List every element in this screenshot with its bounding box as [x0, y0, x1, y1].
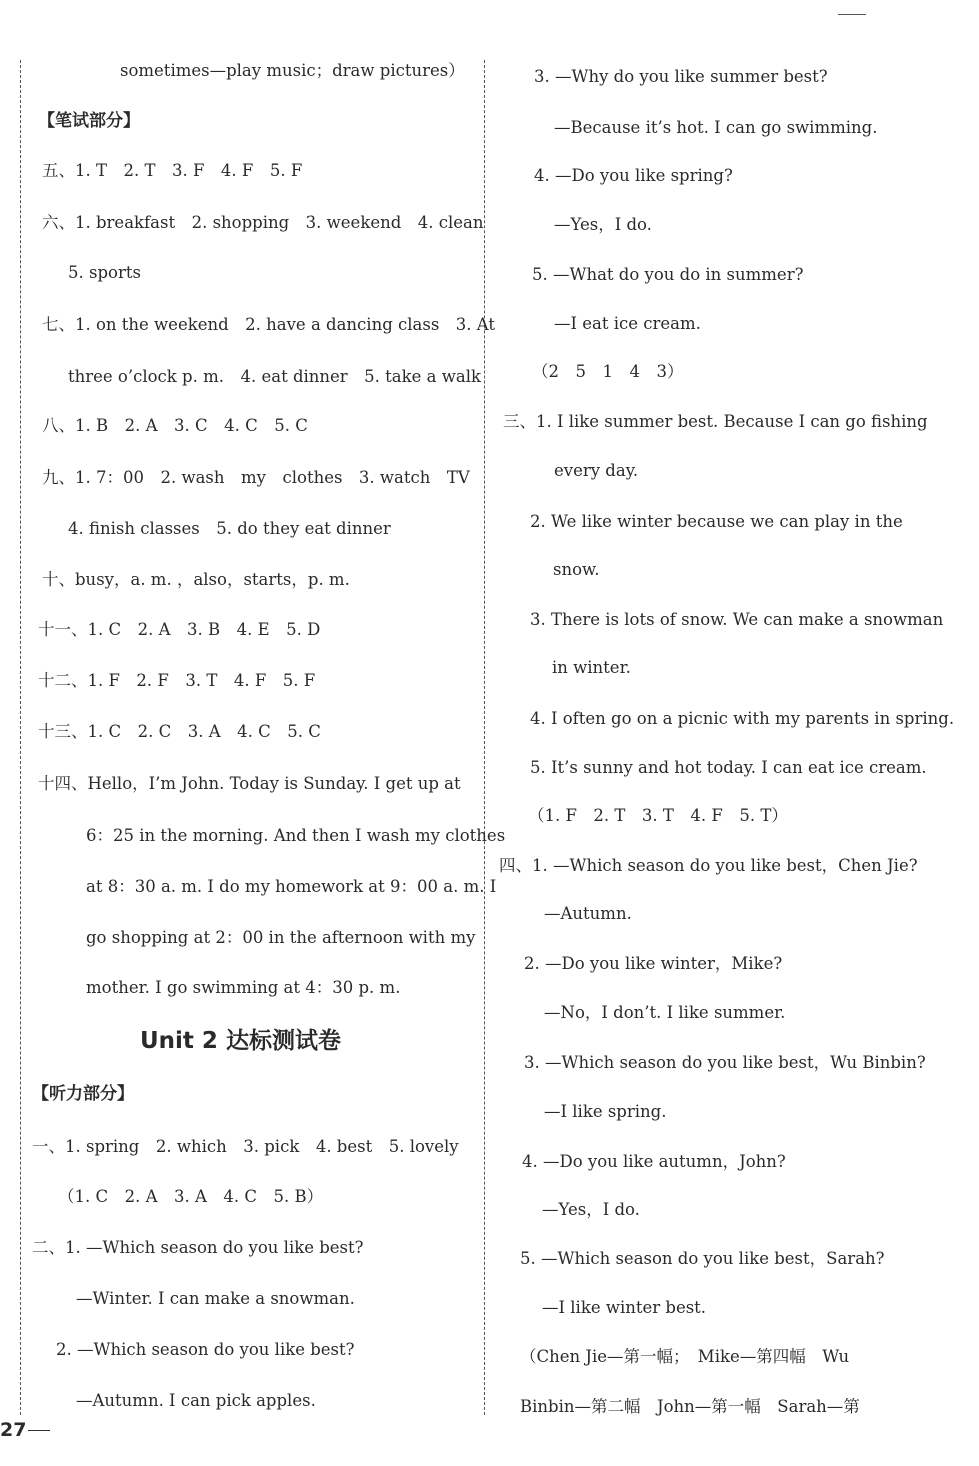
text-line: （Chen Jie—第一幅； Mike—第四幅 Wu	[520, 1347, 850, 1366]
text-line: —I eat ice cream.	[554, 314, 701, 333]
text-line: 3. There is lots of snow. We can make a snowman	[530, 610, 944, 629]
answer-line-unit2-2-cont: 2. —Which season do you like best?	[56, 1340, 355, 1359]
answer-line-6-cont: 5. sports	[68, 263, 141, 282]
text-line: 4. I often go on a picnic with my parents in spring.	[530, 709, 955, 728]
text-line: 2. We like winter because we can play in the	[530, 512, 903, 531]
answer-line-9: 九、1. 7：00 2. wash my clothes 3. watch TV	[42, 468, 470, 487]
answer-line-11: 十一、1. C 2. A 3. B 4. E 5. D	[38, 620, 321, 639]
text-line: 5. —What do you do in summer?	[532, 265, 804, 284]
text-line: in winter.	[552, 658, 631, 677]
text-line: 5. —Which season do you like best，Sarah?	[520, 1249, 885, 1268]
text-line: —Autumn.	[544, 904, 632, 923]
text-line: every day.	[554, 461, 639, 480]
text-line: sometimes—play music；draw pictures）	[120, 61, 465, 80]
answer-line-8: 八、1. B 2. A 3. C 4. C 5. C	[42, 416, 308, 435]
unit-title: Unit 2 达标测试卷	[140, 1028, 341, 1054]
text-line: —No，I don’t. I like summer.	[544, 1003, 786, 1022]
text-line: snow.	[553, 560, 600, 579]
text-line: 3. —Which season do you like best，Wu Binbin?	[524, 1053, 926, 1072]
left-margin-rule	[20, 60, 21, 1415]
text-line: —Yes，I do.	[542, 1200, 640, 1219]
answer-line-unit2-1: 一、1. spring 2. which 3. pick 4. best 5. lovely	[32, 1137, 459, 1156]
page-number: 27	[0, 1419, 27, 1441]
text-line: 3. —Why do you like summer best?	[534, 67, 828, 86]
answer-line-9-cont: 4. finish classes 5. do they eat dinner	[68, 519, 391, 538]
section-header-listening: 【听力部分】	[32, 1084, 134, 1104]
section-header-written: 【笔试部分】	[38, 111, 140, 131]
text-line: —Because it’s hot. I can go swimming.	[554, 118, 878, 137]
answer-line-3: 三、1. I like summer best. Because I can go fishing	[503, 412, 928, 431]
answer-line-7-cont: three o’clock p. m. 4. eat dinner 5. take a walk	[68, 367, 481, 386]
answer-line-unit2-2-cont: —Autumn. I can pick apples.	[76, 1391, 316, 1410]
text-line: —I like spring.	[544, 1102, 667, 1121]
text-line: 5. It’s sunny and hot today. I can eat ice cream.	[530, 758, 927, 777]
answer-line-14-cont: go shopping at 2：00 in the afternoon with my	[86, 928, 476, 947]
page-number-dash	[28, 1430, 50, 1431]
text-line: —I like winter best.	[542, 1298, 707, 1317]
answer-line-unit2-2-cont: —Winter. I can make a snowman.	[76, 1289, 355, 1308]
text-line: Binbin—第二幅 John—第一幅 Sarah—第	[520, 1397, 860, 1416]
answer-line-10: 十、busy，a. m. ，also，starts，p. m.	[42, 570, 350, 589]
answer-line-14: 十四、Hello，I’m John. Today is Sunday. I get up at	[38, 774, 461, 793]
text-line: （2 5 1 4 3）	[532, 362, 684, 381]
text-line: 4. —Do you like spring?	[534, 166, 733, 185]
answer-line-unit2-2: 二、1. —Which season do you like best?	[32, 1238, 364, 1257]
text-line: —Yes，I do.	[554, 215, 652, 234]
text-line: （1. F 2. T 3. T 4. F 5. T）	[528, 806, 788, 825]
text-line: 2. —Do you like winter，Mike?	[524, 954, 783, 973]
answer-line-unit2-1-cont: （1. C 2. A 3. A 4. C 5. B）	[58, 1187, 324, 1206]
answer-line-7: 七、1. on the weekend 2. have a dancing class 3. At	[42, 315, 496, 334]
corner-mark	[838, 14, 866, 15]
text-line: 4. —Do you like autumn，John?	[522, 1152, 786, 1171]
answer-line-6: 六、1. breakfast 2. shopping 3. weekend 4. clean	[42, 213, 484, 232]
answer-line-14-cont: at 8：30 a. m. I do my homework at 9：00 a. m. I	[86, 877, 497, 896]
answer-line-13: 十三、1. C 2. C 3. A 4. C 5. C	[38, 722, 321, 741]
answer-line-5: 五、1. T 2. T 3. F 4. F 5. F	[42, 161, 303, 180]
answer-line-4: 四、1. —Which season do you like best，Chen Jie?	[499, 856, 918, 875]
answer-line-12: 十二、1. F 2. F 3. T 4. F 5. F	[38, 671, 316, 690]
answer-line-14-cont: mother. I go swimming at 4：30 p. m.	[86, 978, 401, 997]
answer-line-14-cont: 6：25 in the morning. And then I wash my clothes	[86, 826, 506, 845]
column-divider	[484, 60, 485, 1415]
